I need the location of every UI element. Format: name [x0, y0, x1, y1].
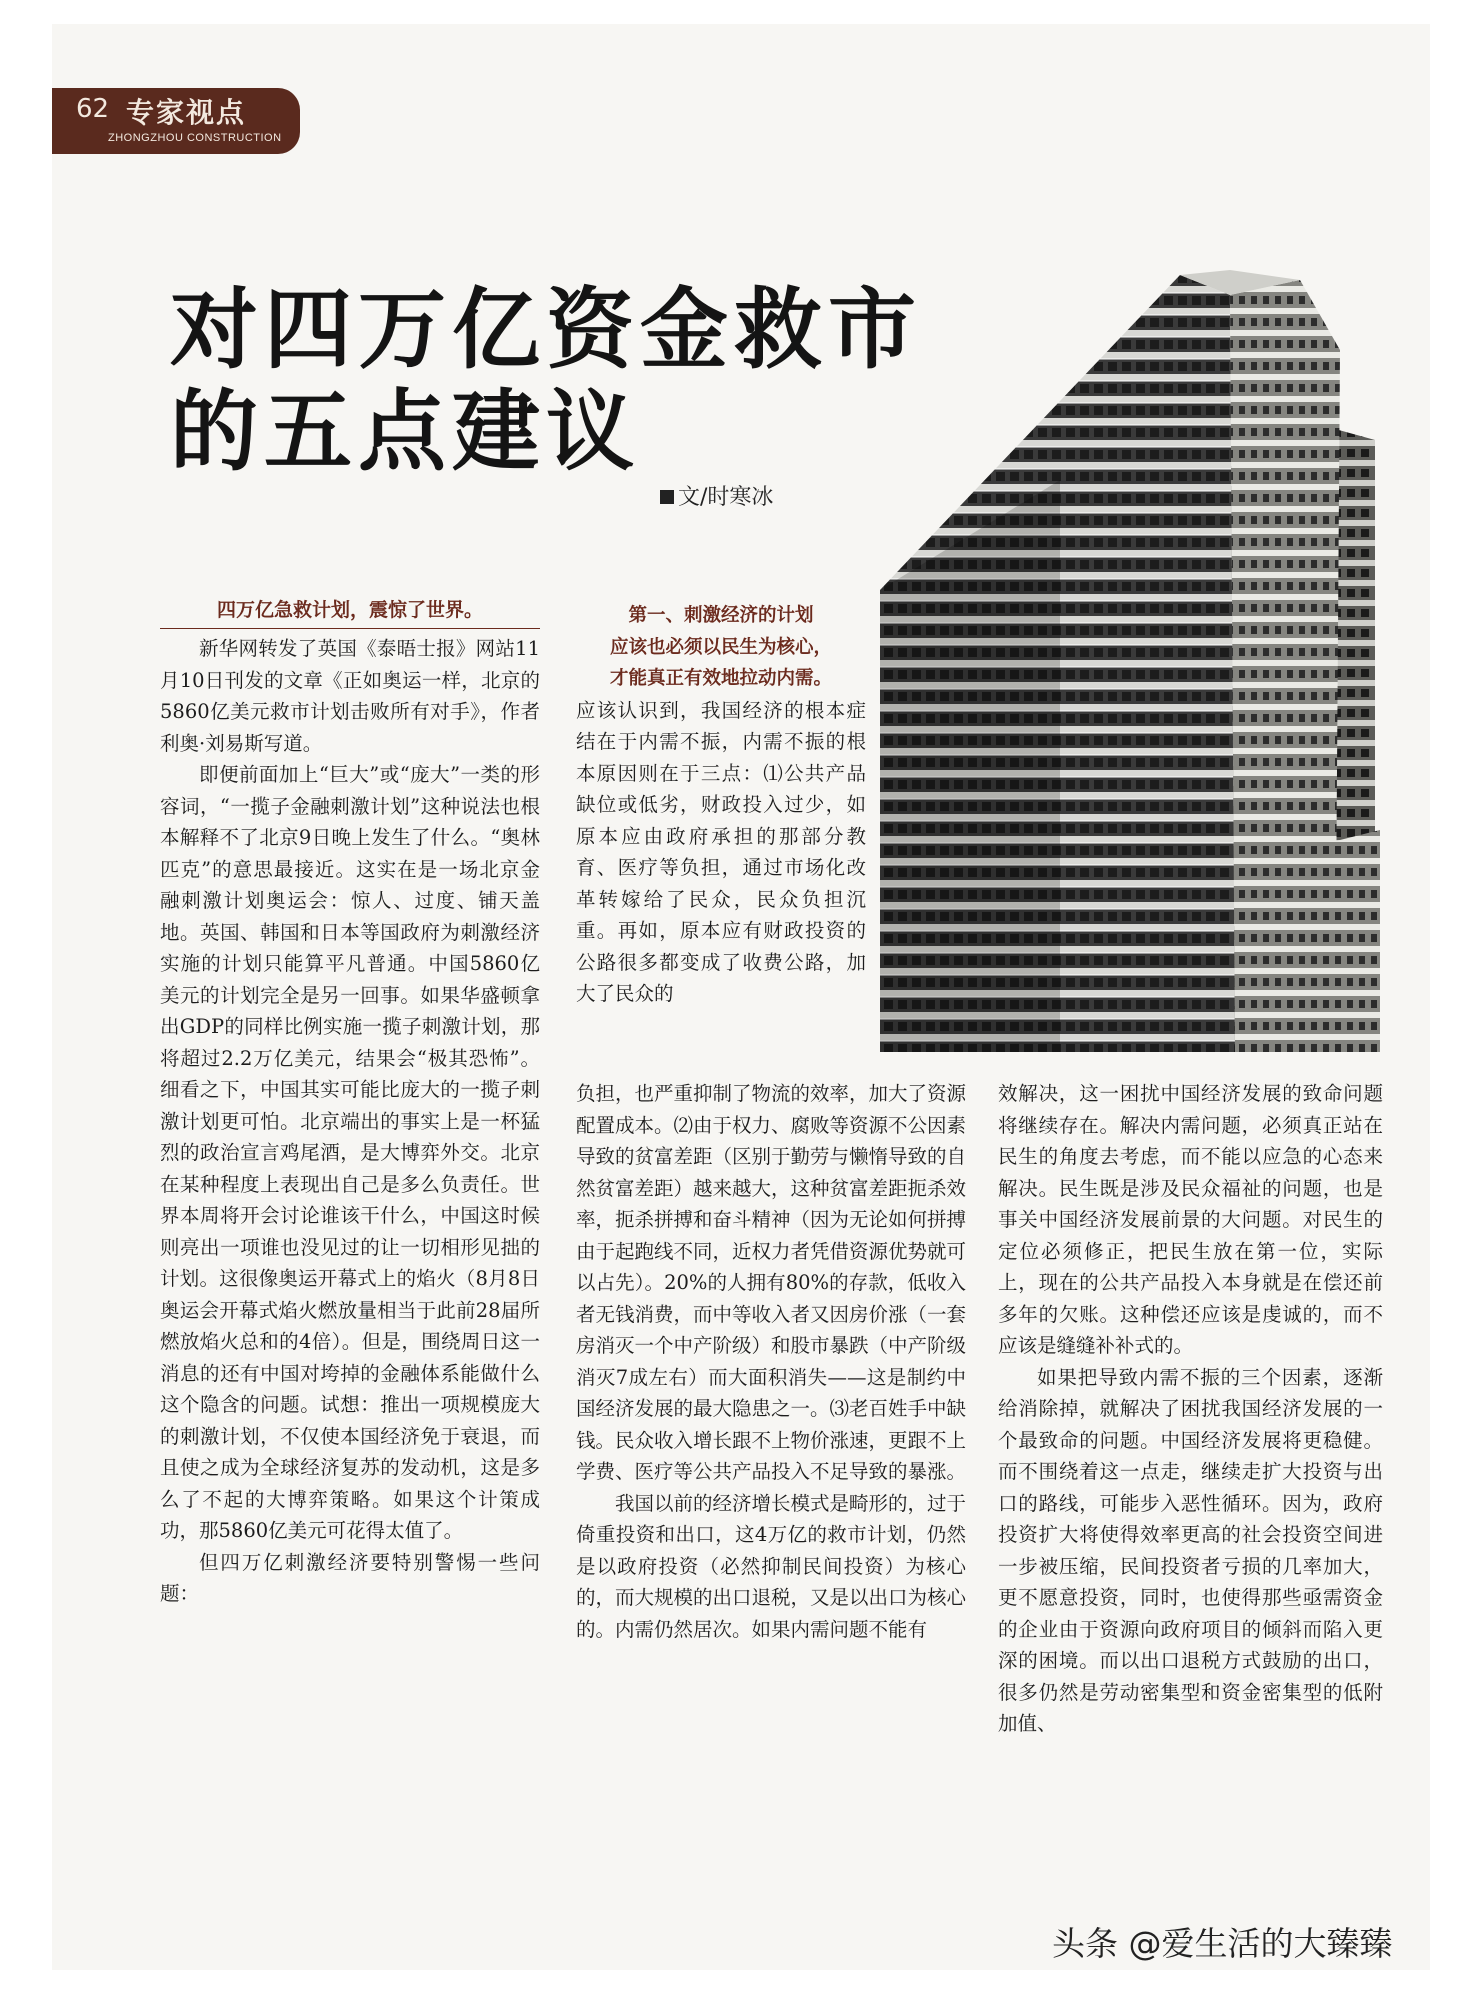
- watermark: 头条 @爱生活的大臻臻: [1052, 1924, 1393, 1963]
- article-title-line1: 对四万亿资金救市: [170, 278, 923, 381]
- page-number: 62: [76, 94, 110, 124]
- column-3: [998, 1078, 1383, 1740]
- column-2-upper: [576, 596, 866, 1010]
- paragraph: 新华网转发了英国《泰晤士报》网站11月10日刊发的文章《正如奥运一样，北京的5860亿美元救市计划击败所有对手》，作者利奥·刘易斯写道。: [160, 637, 540, 755]
- subheading-2-line: 才能真正有效地拉动内需。: [609, 668, 832, 689]
- subheading-2-line: 应该也必须以民生为核心，: [609, 636, 832, 658]
- magazine-name: ZHONGZHOU CONSTRUCTION: [108, 132, 282, 144]
- byline: [660, 480, 773, 511]
- paragraph: 负担，也严重抑制了物流的效率，加大了资源配置成本。⑵由于权力、腐败等资源不公因素导致的贫富差距（区别于勤劳与懒惰导致的自然贫富差距）越来越大，这种贫富差距扼杀效率，扼杀拼搏和奋斗精神（因为无论如何拼搏由于起跑线不同，近权力者凭借资源优势就可以占先）。20%的人拥有80%的存款，低收入者无钱消费，而中等收入者又因房价涨（一套房消灭一个中产阶级）和股市暴跌（中产阶级消灭7成左右）而大面积消失——这是制约中国经济发展的最大隐患之一。⑶老百姓手中缺钱。民众收入增长跟不上物价涨速，更跟不上学费、医疗等公共产品投入不足导致的暴涨。: [576, 1082, 967, 1483]
- paragraph: 应该认识到，我国经济的根本症结在于内需不振，内需不振的根本原因则在于三点：⑴公共产品缺位或低劣，财政投入过少，如原本应由政府承担的那部分教育、医疗等负担，通过市场化改革转嫁给了民众，民众负担沉重。再如，原本应有财政投资的公路很多都变成了收费公路，加大了民众的: [576, 698, 866, 1005]
- subheading-1: 四万亿急救计划，震惊了世界。: [160, 596, 540, 629]
- article-title-line2: 的五点建议: [170, 380, 641, 483]
- subheading-2: [576, 600, 866, 695]
- column-1: [160, 596, 540, 1610]
- paragraph: 即便前面加上“巨大”或“庞大”一类的形容词，“一揽子金融刺激计划”这种说法也根本解释不了北京9日晚上发生了什么。“奥林匹克”的意思最接近。这实在是一场北京金融刺激计划奥运会：惊人、过度、铺天盖地。英国、韩国和日本等国政府为刺激经济实施的计划只能算平凡普通。中国5860亿美元的计划完全是另一回事。如果华盛顿拿出GDP的同样比例实施一揽子刺激计划，那将超过2.2万亿美元，结果会“极其恐怖”。细看之下，中国其实可能比庞大的一揽子刺激计划更可怕。北京端出的事实上是一杯猛烈的政治宣言鸡尾酒，是大博弈外交。北京在某种程度上表现出自己是多么负责任。世界本周将开会讨论谁该干什么，中国这时候则亮出一项谁也没见过的让一切相形见拙的计划。这很像奥运开幕式上的焰火（8月8日奥运会开幕式焰火燃放量相当于此前28届所燃放焰火总和的4倍）。但是，围绕周日这一消息的还有中国对垮掉的金融体系能做什么这个隐含的问题。试想：推出一项规模庞大的刺激计划，不仅使本国经济免于衰退，而且使之成为全球经济复苏的发动机，这是多么了不起的大博弈策略。如果这个计策成功，那5860亿美元可花得太值了。: [160, 763, 540, 1542]
- section-title: 专家视点: [126, 96, 247, 129]
- paragraph: 效解决，这一困扰中国经济发展的致命问题将继续存在。解决内需问题，必须真正站在民生的角度去考虑，而不能以应急的心态来解决。民生既是涉及民众福祉的问题，也是事关中国经济发展前景的大问题。对民生的定位必须修正，把民生放在第一位，实际上，现在的公共产品投入本身就是在偿还前多年的欠账。这种偿还应该是虔诚的，而不应该是缝缝补补式的。: [998, 1082, 1383, 1357]
- paragraph: 我国以前的经济增长模式是畸形的，过于倚重投资和出口，这4万亿的救市计划，仍然是以政府投资（必然抑制民间投资）为核心的，而大规模的出口退税，又是以出口为核心的。内需仍然居次。如果内需问题不能有: [576, 1491, 967, 1641]
- column-2-lower: [576, 1078, 966, 1645]
- paragraph: 如果把导致内需不振的三个因素，逐渐给消除掉，就解决了困扰我国经济发展的一个最致命的问题。中国经济发展将更稳健。而不围绕着这一点走，继续走扩大投资与出口的路线，可能步入恶性循环。因为，政府投资扩大将使得效率更高的社会投资空间进一步被压缩，民间投资者亏损的几率加大，更不愿意投资，同时，也使得那些亟需资金的企业由于资源向政府项目的倾斜而陷入更深的困境。而以出口退税方式鼓励的出口，很多仍然是劳动密集型和资金密集型的低附加值、: [998, 1365, 1383, 1735]
- paragraph: 但四万亿刺激经济要特别警惕一些问题：: [160, 1550, 540, 1605]
- subheading-2-line: 第一、刺激经济的计划: [628, 605, 814, 626]
- byline-text: 文/时寒冰: [678, 485, 774, 510]
- byline-square-icon: [660, 490, 674, 504]
